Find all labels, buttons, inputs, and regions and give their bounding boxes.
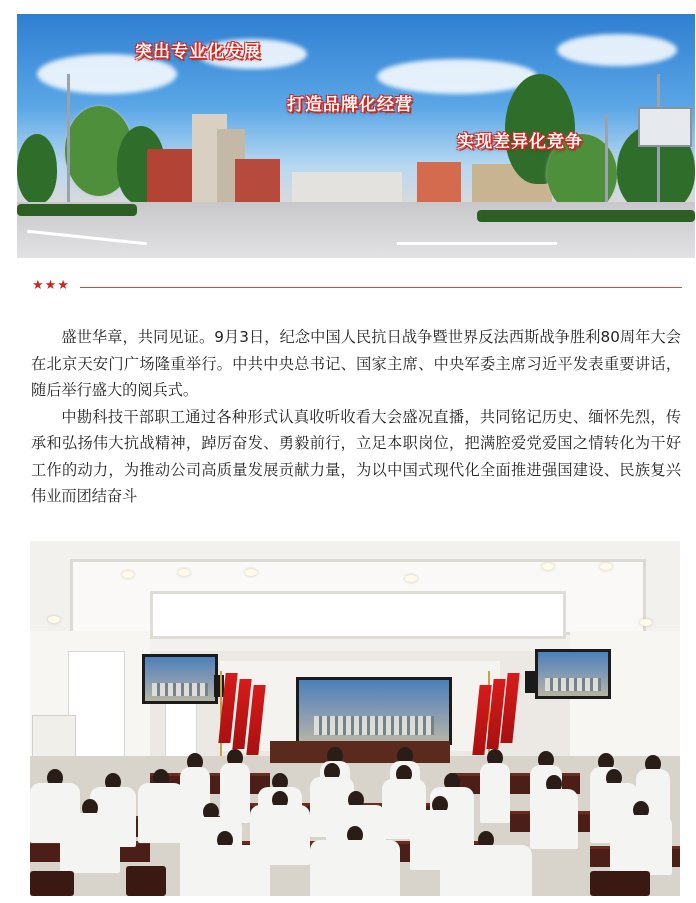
stars-icon: ★★★ bbox=[32, 278, 70, 293]
company-banner-image bbox=[17, 14, 695, 258]
slogan-differentiation: 实现差异化竞争 bbox=[457, 132, 583, 152]
article-paragraph: 盛世华章，共同见证。9月3日，纪念中国人民抗日战争暨世界反法西斯战争胜利80周年大会在北京天安门广场隆重举行。中共中央总书记、国家主席、中央军委主席习近平发表重要讲话，随后举行盛大的阅兵式。 bbox=[31, 328, 681, 399]
divider-rule bbox=[80, 287, 682, 288]
section-divider bbox=[32, 280, 682, 294]
slogan-brand: 打造品牌化经营 bbox=[287, 95, 413, 115]
article-body bbox=[31, 324, 681, 510]
slogan-professional: 突出专业化发展 bbox=[135, 42, 261, 62]
article-paragraph: 中勘科技干部职工通过各种形式认真收听收看大会盛况直播，共同铭记历史、缅怀先烈，传承和弘扬伟大抗战精神，踔厉奋发、勇毅前行，立足本职岗位，把满腔爱党爱国之情转化为干好工作的动力，为推动公司高质量发展贡献力量，为以中国式现代化全面推进强国建设、民族复兴伟业而团结奋斗 bbox=[31, 407, 681, 505]
meeting-room-photo bbox=[30, 541, 680, 896]
